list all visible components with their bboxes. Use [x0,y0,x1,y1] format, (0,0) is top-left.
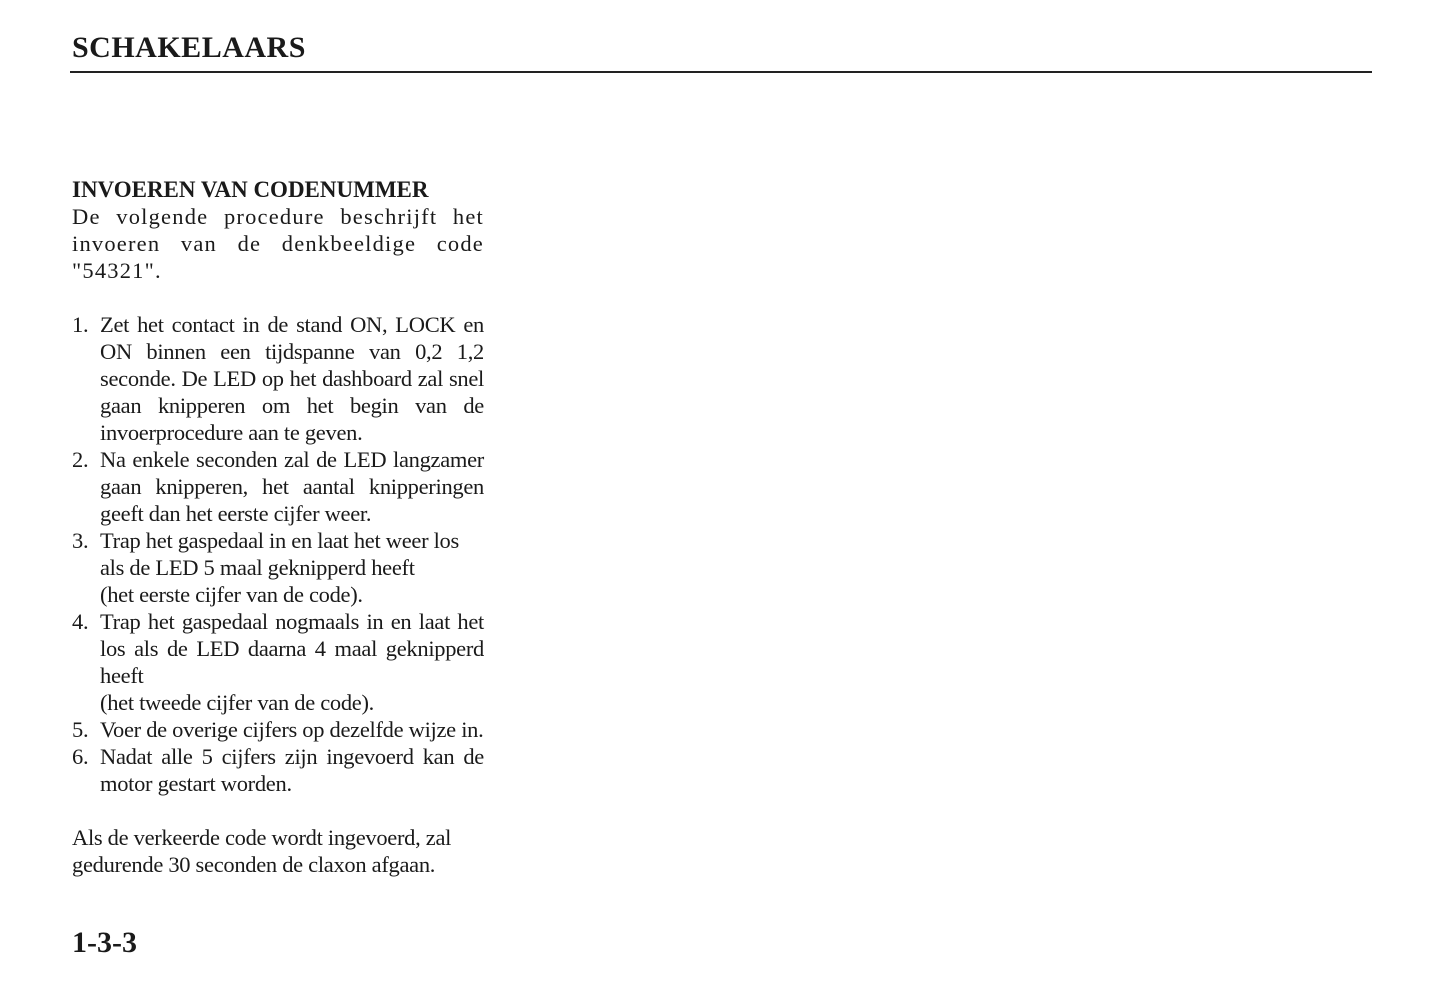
step-text [100,716,484,743]
step-number: 4. [72,609,89,634]
step-text [100,743,484,797]
step-item [72,608,484,716]
header-divider [70,71,1372,73]
step-note: (het eerste cijfer van de code). [100,582,363,607]
procedure-steps [72,311,484,797]
step-item [72,743,484,797]
step-number: 5. [72,717,89,742]
step-number: 6. [72,744,89,769]
main-content [72,176,484,878]
step-item [72,716,484,743]
closing-paragraph: Als de verkeerde code wordt ingevoerd, zal gedurende 30 seconden de claxon afgaan. [72,825,452,877]
step-text [100,311,484,446]
step-description: Trap het gaspedaal nogmaals in en laat het los als de LED daarna 4 maal geknipperd heeft [100,609,484,688]
step-number: 3. [72,528,89,553]
step-description: Voer de overige cijfers op dezelfde wijze in. [100,717,484,742]
step-description: Zet het contact in de stand ON, LOCK en ON binnen een tijdspanne van 0,2 1,2 seconde. De LED op het dashboard zal snel gaan knipperen om het begin van de invoerprocedure aan te geven. [100,312,484,445]
step-text [100,446,484,527]
step-description: Trap het gaspedaal in en laat het weer los als de LED 5 maal geknipperd heeft [100,528,459,580]
step-item [72,446,484,527]
step-number: 1. [72,312,89,337]
step-number: 2. [72,447,89,472]
page-number: 1-3-3 [72,926,137,959]
section-heading: INVOEREN VAN CODENUMMER [72,177,429,202]
step-description: Na enkele seconden zal de LED langzamer gaan knipperen, het aantal knipperingen geeft dan het eerste cijfer weer. [100,447,484,526]
step-item [72,527,484,608]
step-note: (het tweede cijfer van de code). [100,690,374,715]
step-item [72,311,484,446]
page-title: SCHAKELAARS [72,31,306,64]
intro-paragraph: De volgende procedure beschrijft het invoeren van de denkbeeldige code "54321". [72,204,484,283]
step-text [100,608,484,716]
step-description: Nadat alle 5 cijfers zijn ingevoerd kan de motor gestart worden. [100,744,484,796]
step-text [100,527,484,608]
